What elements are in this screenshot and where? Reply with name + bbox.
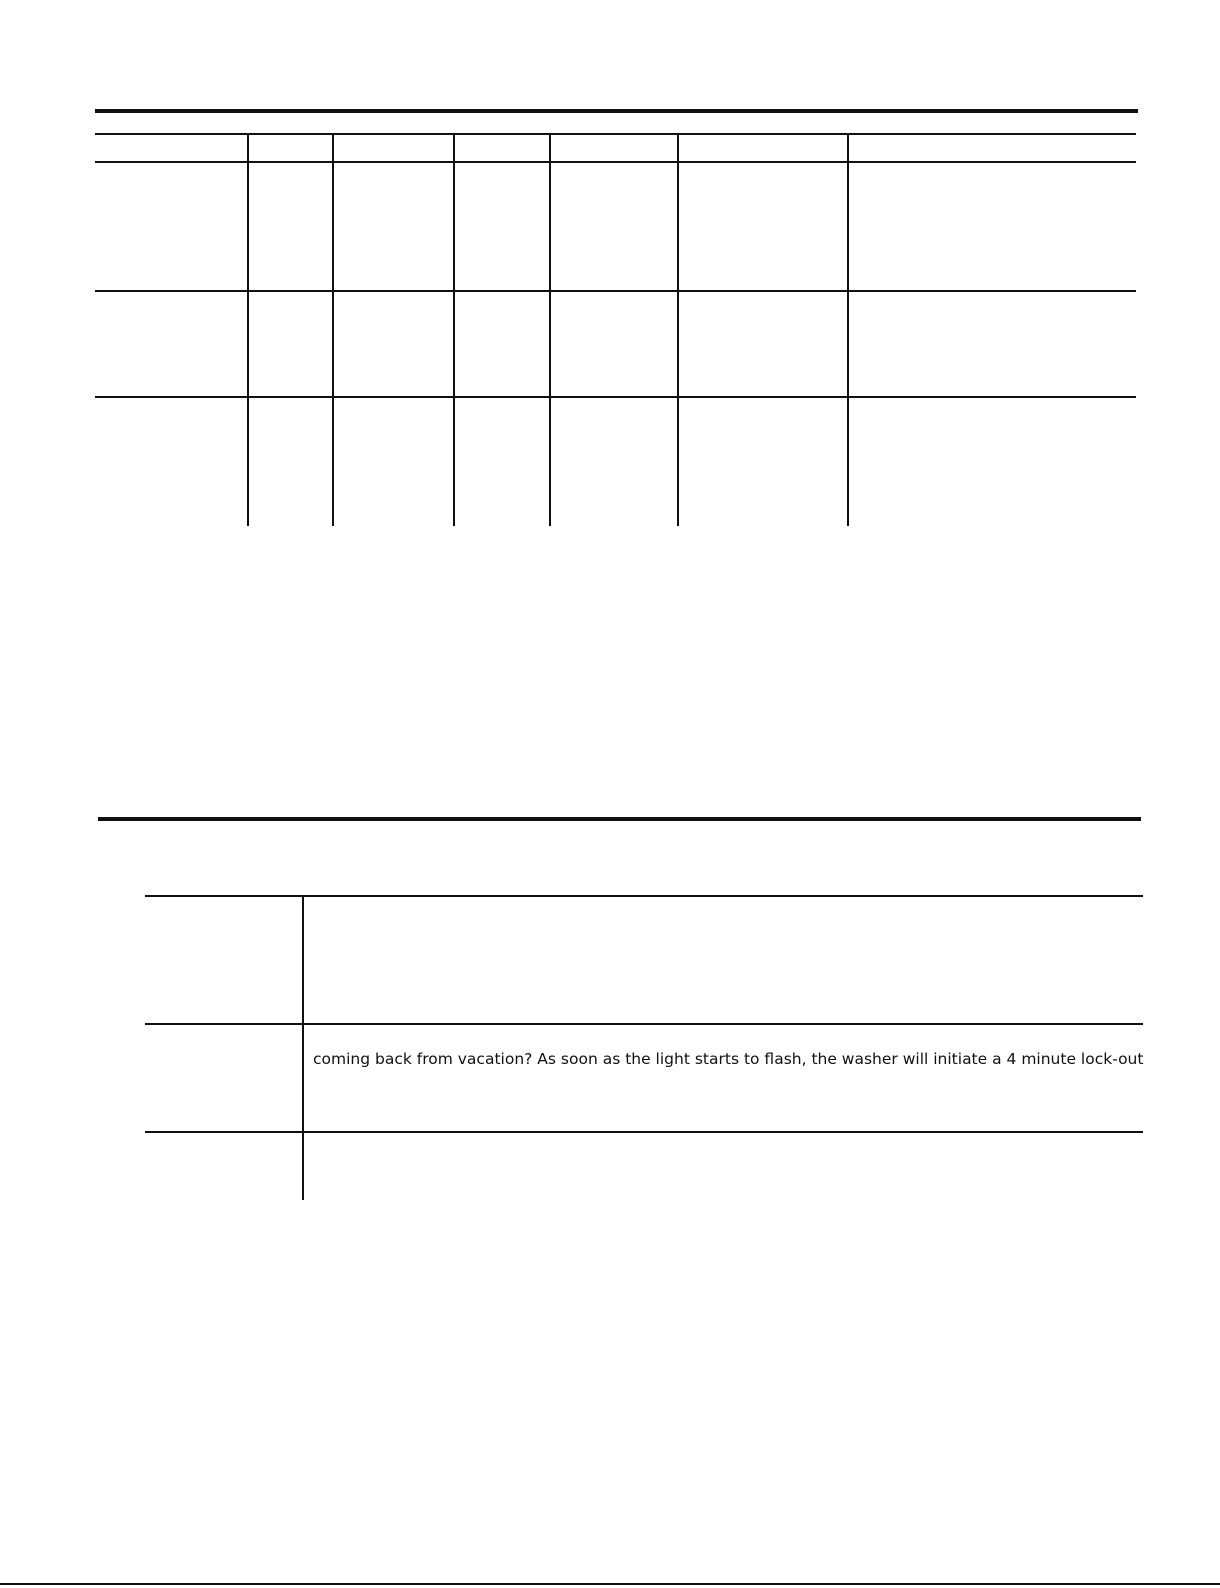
table-1-row-divider (95, 396, 1136, 398)
table-1-header-top-border (95, 133, 1136, 135)
table-2-row-divider (145, 1023, 1143, 1025)
table-1-column-divider (332, 133, 334, 526)
table-2-column-divider (302, 895, 304, 1200)
section-2-rule (98, 817, 1141, 821)
section-1-rule (95, 109, 1138, 113)
table-1-column-divider (247, 133, 249, 526)
table-2-row-2-text: coming back from vacation? As soon as the light starts to flash, the washer will initiate a 4 minute lock-out (313, 1050, 1144, 1068)
table-1-column-divider (549, 133, 551, 526)
table-1-header-bottom-border (95, 161, 1136, 163)
table-2-row-divider (145, 1131, 1143, 1133)
page-bottom-rule (0, 1583, 1220, 1585)
table-1-column-divider (677, 133, 679, 526)
table-1-column-divider (847, 133, 849, 526)
table-1-column-divider (453, 133, 455, 526)
table-2-top-border (145, 895, 1143, 897)
table-1-row-divider (95, 290, 1136, 292)
